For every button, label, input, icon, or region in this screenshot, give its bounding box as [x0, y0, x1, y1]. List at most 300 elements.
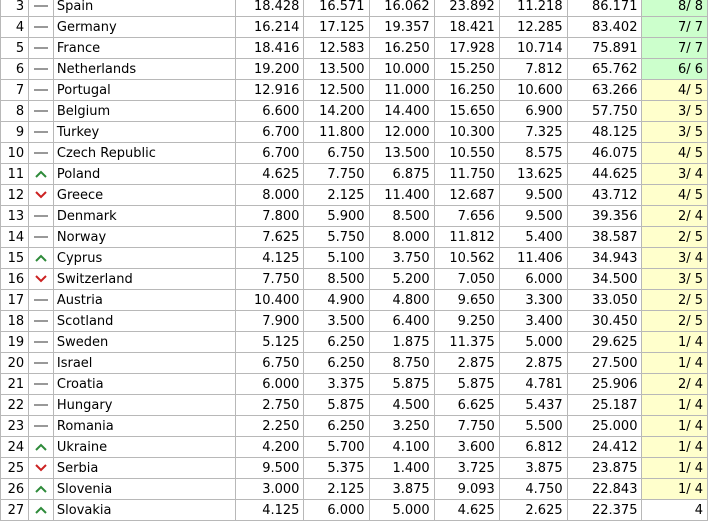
- teams-remaining-cell: 2/ 4: [642, 374, 708, 395]
- trend-flat-icon: [34, 146, 48, 161]
- trend-flat-icon: [34, 83, 48, 98]
- trend-flat-icon: [34, 293, 48, 308]
- table-row: [1, 290, 708, 311]
- score-cell-1: 2.750: [235, 395, 304, 416]
- score-cell-5: 11.406: [499, 248, 567, 269]
- table-row: [1, 479, 708, 500]
- trend-flat-icon: [34, 209, 48, 224]
- score-cell-4: 7.050: [434, 269, 499, 290]
- score-cell-4: 11.375: [434, 332, 499, 353]
- teams-remaining-cell: 1/ 4: [642, 353, 708, 374]
- teams-remaining-cell: 4: [642, 500, 708, 521]
- score-cell-5: 7.325: [499, 122, 567, 143]
- score-cell-4: 4.625: [434, 500, 499, 521]
- total-cell: 46.075: [567, 143, 642, 164]
- score-cell-5: 12.285: [499, 17, 567, 38]
- score-cell-5: 6.900: [499, 101, 567, 122]
- table-row: [1, 59, 708, 80]
- score-cell-3: 10.000: [369, 59, 434, 80]
- teams-remaining-cell: 3/ 4: [642, 248, 708, 269]
- ranking-table-body: [1, 0, 708, 521]
- teams-remaining-cell: 1/ 4: [642, 416, 708, 437]
- score-cell-1: 3.000: [235, 479, 304, 500]
- teams-remaining-cell: 3/ 5: [642, 101, 708, 122]
- total-cell: 24.412: [567, 437, 642, 458]
- country-cell: Turkey: [53, 122, 235, 143]
- score-cell-1: 8.000: [235, 185, 304, 206]
- trend-up-icon: [34, 440, 48, 455]
- table-row: [1, 143, 708, 164]
- teams-remaining-cell: 4/ 5: [642, 80, 708, 101]
- rank-cell: 25: [1, 458, 29, 479]
- rank-cell: 22: [1, 395, 29, 416]
- country-cell: France: [53, 38, 235, 59]
- rank-cell: 4: [1, 17, 29, 38]
- teams-remaining-cell: 3/ 5: [642, 269, 708, 290]
- table-row: [1, 101, 708, 122]
- score-cell-1: 12.916: [235, 80, 304, 101]
- trend-cell: [29, 143, 54, 164]
- trend-cell: [29, 59, 54, 80]
- total-cell: 22.375: [567, 500, 642, 521]
- trend-flat-icon: [34, 230, 48, 245]
- score-cell-5: 10.714: [499, 38, 567, 59]
- score-cell-1: 6.600: [235, 101, 304, 122]
- rank-cell: 18: [1, 311, 29, 332]
- score-cell-4: 6.625: [434, 395, 499, 416]
- score-cell-4: 11.750: [434, 164, 499, 185]
- total-cell: 29.625: [567, 332, 642, 353]
- score-cell-1: 19.200: [235, 59, 304, 80]
- total-cell: 75.891: [567, 38, 642, 59]
- score-cell-1: 16.214: [235, 17, 304, 38]
- rank-cell: 9: [1, 122, 29, 143]
- trend-cell: [29, 38, 54, 59]
- teams-remaining-cell: 4/ 5: [642, 143, 708, 164]
- table-row: [1, 164, 708, 185]
- total-cell: 39.356: [567, 206, 642, 227]
- score-cell-2: 5.750: [304, 227, 369, 248]
- score-cell-4: 10.562: [434, 248, 499, 269]
- table-row: [1, 374, 708, 395]
- score-cell-2: 14.200: [304, 101, 369, 122]
- rank-cell: 10: [1, 143, 29, 164]
- trend-cell: [29, 332, 54, 353]
- score-cell-3: 5.000: [369, 500, 434, 521]
- score-cell-5: 9.500: [499, 206, 567, 227]
- score-cell-3: 8.750: [369, 353, 434, 374]
- table-row: [1, 500, 708, 521]
- score-cell-2: 5.375: [304, 458, 369, 479]
- score-cell-2: 6.250: [304, 416, 369, 437]
- score-cell-4: 7.656: [434, 206, 499, 227]
- score-cell-5: 7.812: [499, 59, 567, 80]
- trend-flat-icon: [34, 419, 48, 434]
- score-cell-5: 8.575: [499, 143, 567, 164]
- teams-remaining-cell: 1/ 4: [642, 395, 708, 416]
- score-cell-1: 4.200: [235, 437, 304, 458]
- score-cell-1: 18.428: [235, 0, 304, 17]
- total-cell: 65.762: [567, 59, 642, 80]
- table-row: [1, 269, 708, 290]
- score-cell-4: 18.421: [434, 17, 499, 38]
- trend-up-icon: [34, 251, 48, 266]
- trend-flat-icon: [34, 104, 48, 119]
- rank-cell: 7: [1, 80, 29, 101]
- table-row: [1, 311, 708, 332]
- rank-cell: 15: [1, 248, 29, 269]
- rank-cell: 12: [1, 185, 29, 206]
- score-cell-2: 5.700: [304, 437, 369, 458]
- score-cell-1: 7.625: [235, 227, 304, 248]
- table-row: [1, 395, 708, 416]
- trend-flat-icon: [34, 62, 48, 77]
- score-cell-5: 9.500: [499, 185, 567, 206]
- score-cell-5: 4.781: [499, 374, 567, 395]
- score-cell-2: 12.583: [304, 38, 369, 59]
- score-cell-1: 7.750: [235, 269, 304, 290]
- total-cell: 43.712: [567, 185, 642, 206]
- score-cell-5: 10.600: [499, 80, 567, 101]
- country-cell: Germany: [53, 17, 235, 38]
- country-cell: Serbia: [53, 458, 235, 479]
- country-cell: Poland: [53, 164, 235, 185]
- teams-remaining-cell: 4/ 5: [642, 185, 708, 206]
- country-cell: Ukraine: [53, 437, 235, 458]
- table-row: [1, 17, 708, 38]
- trend-down-icon: [34, 188, 48, 203]
- country-cell: Slovenia: [53, 479, 235, 500]
- table-row: [1, 248, 708, 269]
- teams-remaining-cell: 1/ 4: [642, 332, 708, 353]
- score-cell-2: 3.500: [304, 311, 369, 332]
- score-cell-1: 6.700: [235, 122, 304, 143]
- score-cell-4: 10.300: [434, 122, 499, 143]
- country-cell: Israel: [53, 353, 235, 374]
- teams-remaining-cell: 7/ 7: [642, 38, 708, 59]
- rank-cell: 20: [1, 353, 29, 374]
- trend-cell: [29, 206, 54, 227]
- score-cell-3: 1.400: [369, 458, 434, 479]
- score-cell-2: 16.571: [304, 0, 369, 17]
- rank-cell: 21: [1, 374, 29, 395]
- country-cell: Austria: [53, 290, 235, 311]
- teams-remaining-cell: 2/ 5: [642, 290, 708, 311]
- trend-flat-icon: [34, 356, 48, 371]
- score-cell-3: 12.000: [369, 122, 434, 143]
- score-cell-3: 11.400: [369, 185, 434, 206]
- score-cell-3: 3.250: [369, 416, 434, 437]
- score-cell-1: 7.900: [235, 311, 304, 332]
- score-cell-5: 5.000: [499, 332, 567, 353]
- score-cell-2: 6.250: [304, 332, 369, 353]
- trend-cell: [29, 416, 54, 437]
- score-cell-3: 11.000: [369, 80, 434, 101]
- score-cell-2: 6.000: [304, 500, 369, 521]
- country-cell: Scotland: [53, 311, 235, 332]
- score-cell-3: 6.875: [369, 164, 434, 185]
- table-row: [1, 206, 708, 227]
- rank-cell: 24: [1, 437, 29, 458]
- score-cell-3: 16.062: [369, 0, 434, 17]
- score-cell-3: 4.100: [369, 437, 434, 458]
- score-cell-4: 10.550: [434, 143, 499, 164]
- score-cell-3: 14.400: [369, 101, 434, 122]
- rank-cell: 11: [1, 164, 29, 185]
- score-cell-2: 7.750: [304, 164, 369, 185]
- table-row: [1, 227, 708, 248]
- country-cell: Denmark: [53, 206, 235, 227]
- score-cell-2: 11.800: [304, 122, 369, 143]
- table-row: [1, 80, 708, 101]
- trend-cell: [29, 290, 54, 311]
- teams-remaining-cell: 7/ 7: [642, 17, 708, 38]
- score-cell-1: 18.416: [235, 38, 304, 59]
- table-row: [1, 185, 708, 206]
- country-cell: Spain: [53, 0, 235, 17]
- total-cell: 34.943: [567, 248, 642, 269]
- score-cell-3: 5.200: [369, 269, 434, 290]
- trend-cell: [29, 458, 54, 479]
- score-cell-4: 12.687: [434, 185, 499, 206]
- trend-flat-icon: [34, 314, 48, 329]
- country-cell: Switzerland: [53, 269, 235, 290]
- trend-cell: [29, 185, 54, 206]
- score-cell-4: 23.892: [434, 0, 499, 17]
- table-row: [1, 416, 708, 437]
- score-cell-3: 3.875: [369, 479, 434, 500]
- trend-cell: [29, 395, 54, 416]
- table-row: [1, 353, 708, 374]
- score-cell-5: 5.437: [499, 395, 567, 416]
- rank-cell: 26: [1, 479, 29, 500]
- rank-cell: 3: [1, 0, 29, 17]
- score-cell-1: 6.750: [235, 353, 304, 374]
- teams-remaining-cell: 1/ 4: [642, 437, 708, 458]
- trend-cell: [29, 0, 54, 17]
- country-cell: Slovakia: [53, 500, 235, 521]
- total-cell: 33.050: [567, 290, 642, 311]
- score-cell-1: 4.125: [235, 248, 304, 269]
- score-cell-3: 6.400: [369, 311, 434, 332]
- score-cell-5: 4.750: [499, 479, 567, 500]
- total-cell: 25.187: [567, 395, 642, 416]
- score-cell-5: 3.400: [499, 311, 567, 332]
- country-cell: Netherlands: [53, 59, 235, 80]
- table-row: [1, 458, 708, 479]
- teams-remaining-cell: 1/ 4: [642, 458, 708, 479]
- teams-remaining-cell: 2/ 5: [642, 311, 708, 332]
- score-cell-3: 3.750: [369, 248, 434, 269]
- total-cell: 25.000: [567, 416, 642, 437]
- country-cell: Cyprus: [53, 248, 235, 269]
- score-cell-4: 11.812: [434, 227, 499, 248]
- score-cell-2: 5.900: [304, 206, 369, 227]
- trend-cell: [29, 248, 54, 269]
- total-cell: 44.625: [567, 164, 642, 185]
- trend-up-icon: [34, 167, 48, 182]
- score-cell-3: 4.500: [369, 395, 434, 416]
- rank-cell: 16: [1, 269, 29, 290]
- score-cell-2: 17.125: [304, 17, 369, 38]
- score-cell-5: 6.812: [499, 437, 567, 458]
- trend-cell: [29, 122, 54, 143]
- trend-flat-icon: [34, 0, 48, 14]
- score-cell-4: 9.650: [434, 290, 499, 311]
- total-cell: 22.843: [567, 479, 642, 500]
- trend-up-icon: [34, 482, 48, 497]
- rank-cell: 6: [1, 59, 29, 80]
- teams-remaining-cell: 2/ 4: [642, 206, 708, 227]
- score-cell-5: 11.218: [499, 0, 567, 17]
- teams-remaining-cell: 3/ 5: [642, 122, 708, 143]
- score-cell-2: 4.900: [304, 290, 369, 311]
- score-cell-4: 7.750: [434, 416, 499, 437]
- table-row: [1, 122, 708, 143]
- score-cell-2: 5.100: [304, 248, 369, 269]
- trend-flat-icon: [34, 20, 48, 35]
- score-cell-2: 3.375: [304, 374, 369, 395]
- trend-cell: [29, 101, 54, 122]
- score-cell-4: 15.250: [434, 59, 499, 80]
- score-cell-3: 19.357: [369, 17, 434, 38]
- score-cell-1: 2.250: [235, 416, 304, 437]
- total-cell: 63.266: [567, 80, 642, 101]
- teams-remaining-cell: 3/ 4: [642, 164, 708, 185]
- trend-flat-icon: [34, 41, 48, 56]
- trend-flat-icon: [34, 377, 48, 392]
- score-cell-1: 7.800: [235, 206, 304, 227]
- trend-flat-icon: [34, 125, 48, 140]
- score-cell-4: 17.928: [434, 38, 499, 59]
- score-cell-5: 2.625: [499, 500, 567, 521]
- trend-cell: [29, 80, 54, 101]
- country-cell: Czech Republic: [53, 143, 235, 164]
- country-cell: Norway: [53, 227, 235, 248]
- trend-flat-icon: [34, 398, 48, 413]
- country-cell: Greece: [53, 185, 235, 206]
- score-cell-4: 2.875: [434, 353, 499, 374]
- country-cell: Sweden: [53, 332, 235, 353]
- score-cell-2: 12.500: [304, 80, 369, 101]
- score-cell-2: 6.750: [304, 143, 369, 164]
- score-cell-4: 16.250: [434, 80, 499, 101]
- score-cell-1: 10.400: [235, 290, 304, 311]
- score-cell-4: 3.725: [434, 458, 499, 479]
- rank-cell: 13: [1, 206, 29, 227]
- trend-down-icon: [34, 272, 48, 287]
- score-cell-5: 3.875: [499, 458, 567, 479]
- total-cell: 38.587: [567, 227, 642, 248]
- country-cell: Hungary: [53, 395, 235, 416]
- score-cell-1: 6.700: [235, 143, 304, 164]
- score-cell-1: 5.125: [235, 332, 304, 353]
- score-cell-5: 5.500: [499, 416, 567, 437]
- trend-cell: [29, 479, 54, 500]
- trend-flat-icon: [34, 335, 48, 350]
- table-row: [1, 38, 708, 59]
- score-cell-3: 8.000: [369, 227, 434, 248]
- trend-cell: [29, 500, 54, 521]
- rank-cell: 5: [1, 38, 29, 59]
- score-cell-3: 4.800: [369, 290, 434, 311]
- teams-remaining-cell: 6/ 6: [642, 59, 708, 80]
- table-row: [1, 437, 708, 458]
- score-cell-5: 2.875: [499, 353, 567, 374]
- score-cell-4: 9.093: [434, 479, 499, 500]
- score-cell-2: 6.250: [304, 353, 369, 374]
- rank-cell: 17: [1, 290, 29, 311]
- teams-remaining-cell: 1/ 4: [642, 479, 708, 500]
- country-cell: Portugal: [53, 80, 235, 101]
- table-row: [1, 332, 708, 353]
- score-cell-3: 16.250: [369, 38, 434, 59]
- total-cell: 23.875: [567, 458, 642, 479]
- rank-cell: 8: [1, 101, 29, 122]
- trend-up-icon: [34, 503, 48, 518]
- score-cell-5: 3.300: [499, 290, 567, 311]
- trend-cell: [29, 17, 54, 38]
- country-cell: Romania: [53, 416, 235, 437]
- total-cell: 25.906: [567, 374, 642, 395]
- trend-cell: [29, 311, 54, 332]
- score-cell-3: 13.500: [369, 143, 434, 164]
- score-cell-2: 13.500: [304, 59, 369, 80]
- rank-cell: 14: [1, 227, 29, 248]
- rank-cell: 19: [1, 332, 29, 353]
- score-cell-4: 5.875: [434, 374, 499, 395]
- trend-cell: [29, 437, 54, 458]
- table-row: [1, 0, 708, 17]
- score-cell-3: 1.875: [369, 332, 434, 353]
- score-cell-1: 4.625: [235, 164, 304, 185]
- score-cell-2: 2.125: [304, 185, 369, 206]
- score-cell-1: 4.125: [235, 500, 304, 521]
- trend-cell: [29, 269, 54, 290]
- score-cell-3: 5.875: [369, 374, 434, 395]
- trend-cell: [29, 374, 54, 395]
- trend-cell: [29, 227, 54, 248]
- trend-cell: [29, 164, 54, 185]
- score-cell-5: 6.000: [499, 269, 567, 290]
- total-cell: 57.750: [567, 101, 642, 122]
- rank-cell: 27: [1, 500, 29, 521]
- score-cell-1: 9.500: [235, 458, 304, 479]
- score-cell-3: 8.500: [369, 206, 434, 227]
- trend-down-icon: [34, 461, 48, 476]
- score-cell-2: 2.125: [304, 479, 369, 500]
- score-cell-4: 3.600: [434, 437, 499, 458]
- country-cell: Croatia: [53, 374, 235, 395]
- total-cell: 86.171: [567, 0, 642, 17]
- score-cell-5: 5.400: [499, 227, 567, 248]
- score-cell-2: 5.875: [304, 395, 369, 416]
- trend-cell: [29, 353, 54, 374]
- rank-cell: 23: [1, 416, 29, 437]
- country-cell: Belgium: [53, 101, 235, 122]
- score-cell-4: 9.250: [434, 311, 499, 332]
- teams-remaining-cell: 8/ 8: [642, 0, 708, 17]
- total-cell: 34.500: [567, 269, 642, 290]
- score-cell-2: 8.500: [304, 269, 369, 290]
- score-cell-1: 6.000: [235, 374, 304, 395]
- teams-remaining-cell: 2/ 5: [642, 227, 708, 248]
- total-cell: 27.500: [567, 353, 642, 374]
- total-cell: 30.450: [567, 311, 642, 332]
- score-cell-5: 13.625: [499, 164, 567, 185]
- total-cell: 83.402: [567, 17, 642, 38]
- score-cell-4: 15.650: [434, 101, 499, 122]
